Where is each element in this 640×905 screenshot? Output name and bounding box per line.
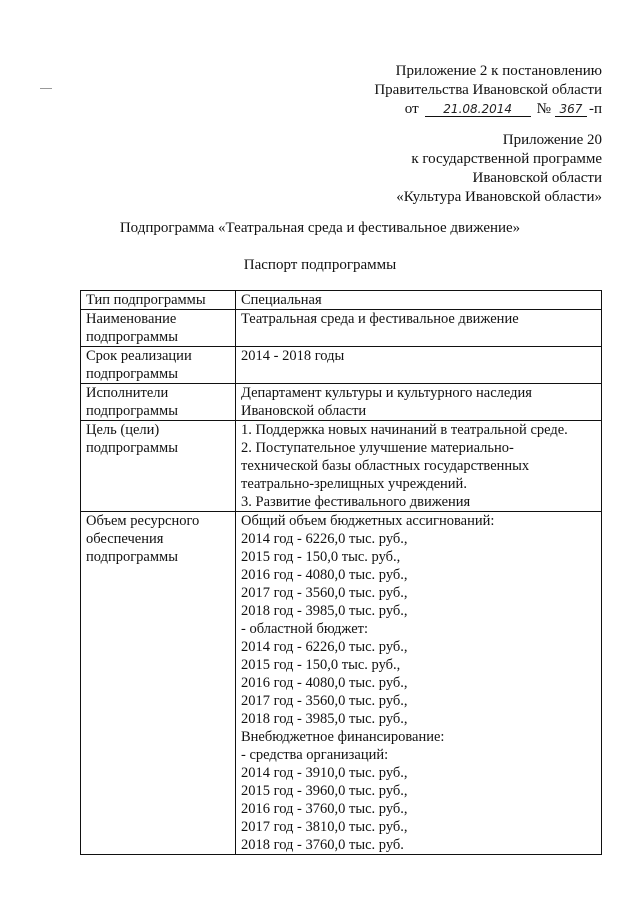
table-row	[81, 512, 602, 855]
table-row	[81, 347, 602, 384]
appendix-2-line2: Правительства Ивановской области	[374, 82, 602, 98]
row-label: Срок реализации подпрограммы	[81, 347, 236, 384]
appendix-20-line3: Ивановской области	[472, 170, 602, 186]
row-label: Тип подпрограммы	[81, 291, 236, 310]
number-suffix: -п	[588, 101, 602, 117]
appendix-20-line1: Приложение 20	[502, 132, 602, 148]
value-line: 2014 год - 6226,0 тыс. руб.,	[241, 531, 408, 547]
value-line: Внебюджетное финансирование:	[241, 729, 445, 745]
passport-table-body	[81, 291, 602, 855]
value-line: 2017 год - 3560,0 тыс. руб.,	[241, 693, 408, 709]
value-line: 2014 год - 3910,0 тыс. руб.,	[241, 765, 408, 781]
value-line: 2018 год - 3760,0 тыс. руб.	[241, 837, 404, 853]
passport-table	[80, 290, 602, 855]
value-line: Специальная	[241, 292, 322, 308]
table-row	[81, 384, 602, 421]
row-value	[236, 291, 602, 310]
row-value	[236, 310, 602, 347]
handwritten-date: 21.08.2014	[425, 102, 531, 117]
value-line: 2014 год - 6226,0 тыс. руб.,	[241, 639, 408, 655]
value-line: 2015 год - 150,0 тыс. руб.,	[241, 657, 401, 673]
row-value	[236, 347, 602, 384]
value-line: театрально-зрелищных учреждений.	[241, 476, 467, 492]
row-value	[236, 512, 602, 855]
margin-mark	[40, 88, 52, 89]
value-line: 3. Развитие фестивального движения	[241, 494, 471, 510]
value-line: Общий объем бюджетных ассигнований:	[241, 513, 495, 529]
value-line: 2014 - 2018 годы	[241, 348, 345, 364]
row-value	[236, 384, 602, 421]
appendix-20-header	[396, 131, 602, 207]
value-line: 1. Поддержка новых начинаний в театральной среде.	[241, 422, 568, 438]
handwritten-number: 367	[555, 102, 587, 117]
row-value	[236, 421, 602, 512]
appendix-2-header	[374, 62, 602, 119]
passport-title: Паспорт подпрограммы	[243, 257, 397, 273]
value-line: Ивановской области	[241, 403, 367, 419]
row-label: Объем ресурсного обеспечения подпрограммы	[81, 512, 236, 855]
appendix-20-line2: к государственной программе	[411, 151, 602, 167]
value-line: - областной бюджет:	[241, 621, 369, 637]
value-line: 2. Поступательное улучшение материально-	[241, 440, 514, 456]
row-label: Наименование подпрограммы	[81, 310, 236, 347]
value-line: 2017 год - 3810,0 тыс. руб.,	[241, 819, 408, 835]
value-line: 2016 год - 3760,0 тыс. руб.,	[241, 801, 408, 817]
value-line: 2015 год - 3960,0 тыс. руб.,	[241, 783, 408, 799]
value-line: 2015 год - 150,0 тыс. руб.,	[241, 549, 401, 565]
row-label: Исполнители подпрограммы	[81, 384, 236, 421]
table-row	[81, 310, 602, 347]
value-line: 2018 год - 3985,0 тыс. руб.,	[241, 603, 408, 619]
value-line: 2016 год - 4080,0 тыс. руб.,	[241, 567, 408, 583]
table-row	[81, 421, 602, 512]
row-label: Цель (цели) подпрограммы	[81, 421, 236, 512]
appendix-20-line4: «Культура Ивановской области»	[396, 189, 602, 205]
value-line: 2018 год - 3985,0 тыс. руб.,	[241, 711, 408, 727]
value-line: Театральная среда и фестивальное движение	[241, 311, 519, 327]
decree-date-number-line	[374, 100, 602, 119]
from-prefix: от	[404, 101, 419, 117]
appendix-2-line1: Приложение 2 к постановлению	[395, 63, 602, 79]
value-line: 2017 год - 3560,0 тыс. руб.,	[241, 585, 408, 601]
number-sign: №	[536, 101, 551, 117]
subprogram-title: Подпрограмма «Театральная среда и фестивальное движение»	[119, 220, 521, 236]
value-line: технической базы областных государственных	[241, 458, 530, 474]
value-line: Департамент культуры и культурного наследия	[241, 385, 532, 401]
table-row	[81, 291, 602, 310]
value-line: 2016 год - 4080,0 тыс. руб.,	[241, 675, 408, 691]
value-line: - средства организаций:	[241, 747, 389, 763]
